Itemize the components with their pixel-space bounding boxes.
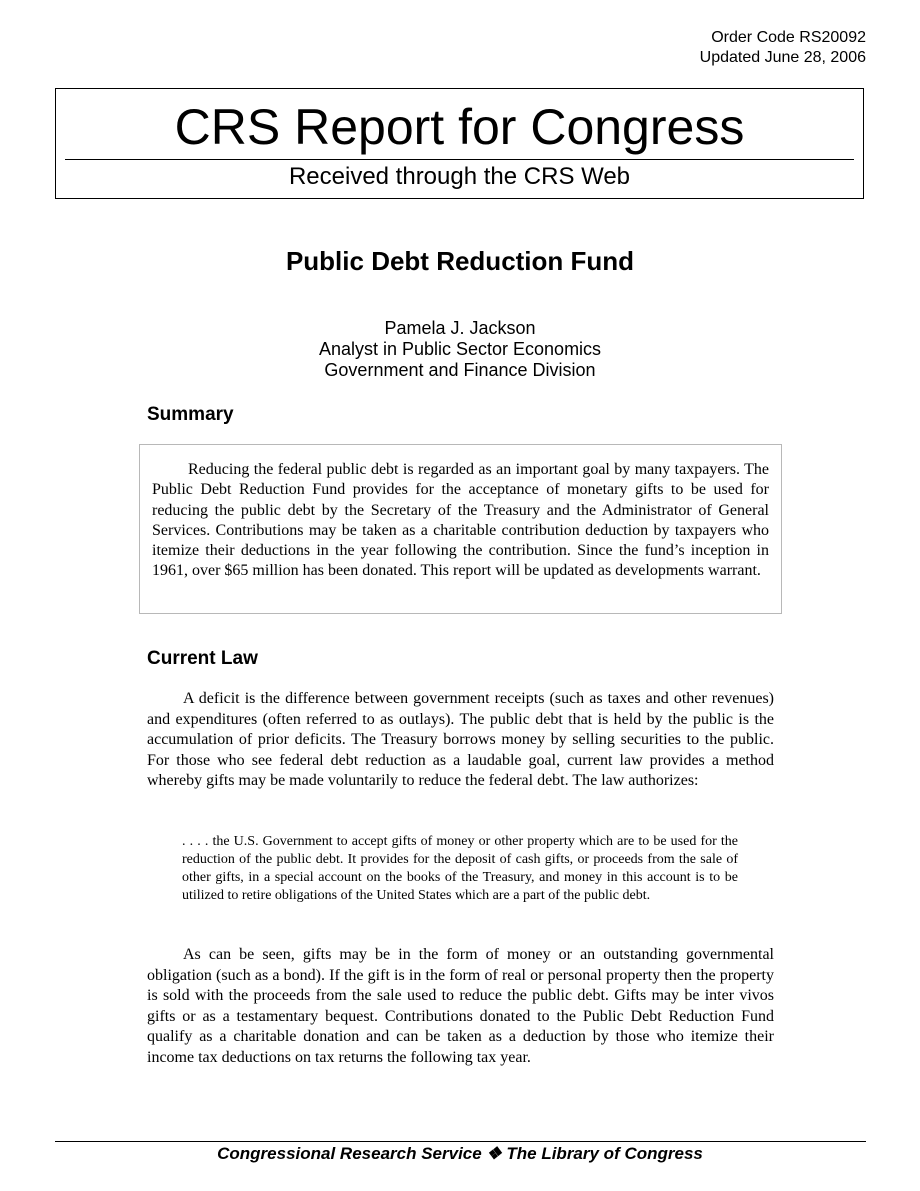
summary-box [139, 444, 782, 614]
law-quote: . . . . the U.S. Government to accept gifts of money or other property which are to be used for the reduction of the public debt. It provides for the deposit of cash gifts, or proceeds from the sale of other gifts, in a special account on the books of the Treasury, and money in this account is to be utilized to retire obligations of the United States which are a part of the public debt. [182, 834, 738, 903]
author-name: Pamela J. Jackson [384, 318, 536, 338]
footer-text: Congressional Research Service ❖ The Library of Congress [217, 1144, 703, 1163]
current-law-heading: Current Law [147, 648, 258, 669]
updated-date: Updated June 28, 2006 [699, 49, 866, 66]
masthead-subtitle: Received through the CRS Web [288, 163, 631, 190]
author-block [0, 318, 920, 381]
current-law-paragraph-1: A deficit is the difference between government receipts (such as taxes and other revenues) and expenditures (often referred to as outlays). The public debt that is held by the public is the accumulation of prior deficits. The Treasury borrows money by selling securities to the public. For those who see federal debt reduction as a laudable goal, current law provides a method whereby gifts may be made voluntarily to reduce the federal debt. The law authorizes: [147, 690, 774, 789]
masthead-divider [65, 159, 854, 160]
summary-text: Reducing the federal public debt is regarded as an important goal by many taxpayers. The Public Debt Reduction Fund provides for the acceptance of monetary gifts to be used for reducing the public debt by the Secretary of the Treasury and the Administrator of General Services. Contributions may be taken as a charitable contribution deduction by taxpayers who itemize their deductions in the year following the contribution. Since the fund’s inception in 1961, over $65 million has been donated. This report will be updated as developments warrant. [152, 461, 769, 580]
masthead [55, 88, 864, 199]
current-law-paragraph-2: As can be seen, gifts may be in the form of money or an outstanding governmental obligation (such as a bond). If the gift is in the form of real or personal property then the property is sold with the proceeds from the sale used to reduce the public debt. Gifts may be inter vivos gifts or as a testamentary bequest. Contributions donated to the Public Debt Reduction Fund qualify as a charitable donation and can be taken as a deduction by those who itemize their income tax deductions on tax returns the following tax year. [147, 946, 774, 1066]
author-division: Government and Finance Division [324, 360, 596, 380]
order-code-block [700, 28, 866, 68]
report-title: Public Debt Reduction Fund [285, 246, 635, 276]
order-code: Order Code RS20092 [711, 29, 866, 46]
footer-divider [55, 1141, 866, 1142]
summary-heading: Summary [147, 404, 234, 425]
author-role: Analyst in Public Sector Economics [318, 339, 602, 359]
masthead-title: CRS Report for Congress [174, 99, 745, 155]
